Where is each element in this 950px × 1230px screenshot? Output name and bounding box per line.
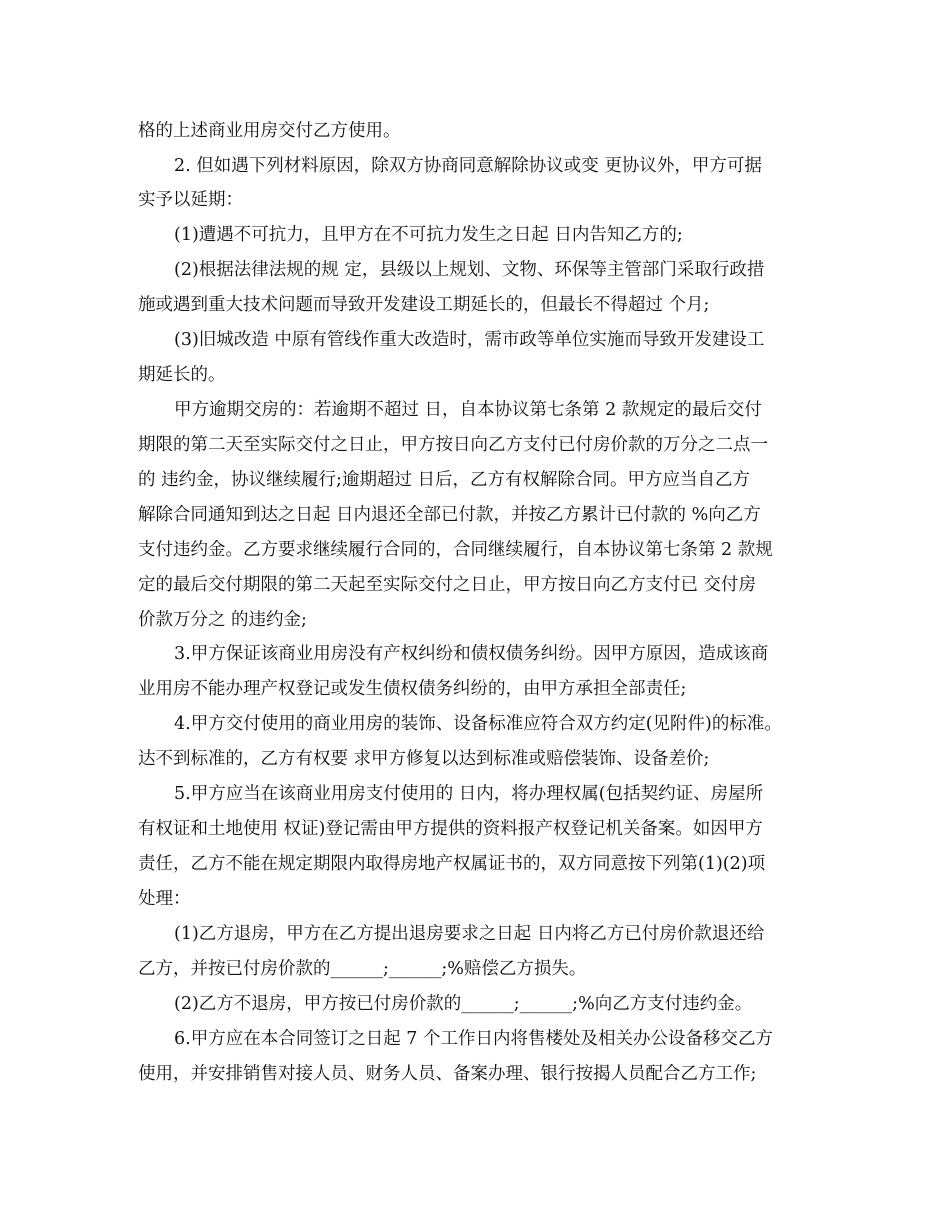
text-line: 6.甲方应在本合同签订之日起 7 个工作日内将售楼处及相关办公设备移交乙方 xyxy=(174,1029,773,1049)
text-line: 的 违约金，协议继续履行;逾期超过 日后，乙方有权解除合同。甲方应当自乙方 xyxy=(138,470,751,490)
text-line: (1)乙方退房，甲方在乙方提出退房要求之日起 日内将乙方已付房价款退还给 xyxy=(174,924,765,944)
text-line: 3.甲方保证该商业用房没有产权纠纷和债权债务纠纷。因甲方原因，造成该商 xyxy=(174,644,769,664)
text-line: (2)根据法律法规的规 定，县级以上规划、文物、环保等主管部门采取行政措 xyxy=(174,260,765,280)
text-line: (1)遭遇不可抗力，且甲方在不可抗力发生之日起 日内告知乙方的; xyxy=(174,225,683,245)
text-line: 使用，并安排销售对接人员、财务人员、备案办理、银行按揭人员配合乙方工作; xyxy=(138,1064,757,1084)
text-line: 有权证和土地使用 权证)登记需由甲方提供的资料报产权登记机关备案。如因甲方 xyxy=(138,819,763,839)
text-line: 达不到标准的，乙方有权要 求甲方修复以达到标准或赔偿装饰、设备差价; xyxy=(138,749,710,769)
text-line: 处理： xyxy=(138,889,191,909)
text-line: 责任，乙方不能在规定期限内取得房地产权属证书的，双方同意按下列第(1)(2)项 xyxy=(138,854,766,874)
text-line: 2. 但如遇下列材料原因，除双方协商同意解除协议或变 更协议外，甲方可据 xyxy=(174,156,762,176)
text-line: 5.甲方应当在该商业用房支付使用的 日内，将办理权属(包括契约证、房屋所 xyxy=(174,784,764,804)
text-line: 期限的第二天至实际交付之日止，甲方按日向乙方支付已付房价款的万分之二点一 xyxy=(138,435,768,455)
text-line: (3)旧城改造 中原有管线作重大改造时，需市政等单位实施而导致开发建设工 xyxy=(174,330,765,350)
text-line: 定的最后交付期限的第二天起至实际交付之日止，甲方按日向乙方支付已 交付房 xyxy=(138,575,757,595)
text-line: 业用房不能办理产权登记或发生债权债务纠纷的，由甲方承担全部责任; xyxy=(138,679,687,699)
text-line: 格的上述商业用房交付乙方使用。 xyxy=(138,121,401,141)
text-line: (2)乙方不退房，甲方按已付房价款的______;______;%向乙方支付违约金。 xyxy=(174,994,753,1014)
text-line: 实予以延期： xyxy=(138,190,243,210)
text-line: 支付违约金。乙方要求继续履行合同的，合同继续履行，自本协议第七条第 2 款规 xyxy=(138,540,773,560)
text-line: 4.甲方交付使用的商业用房的装饰、设备标准应符合双方约定(见附件)的标准。 xyxy=(174,714,782,734)
text-line: 甲方逾期交房的：若逾期不超过 日，自本协议第七条第 2 款规定的最后交付 xyxy=(174,400,762,420)
text-line: 价款万分之 的违约金; xyxy=(138,610,307,630)
text-line: 乙方，并按已付房价款的______;______;%赔偿乙方损失。 xyxy=(138,959,587,979)
text-line: 期延长的。 xyxy=(138,365,226,385)
text-line: 施或遇到重大技术问题而导致开发建设工期延长的，但最长不得超过 个月; xyxy=(138,295,710,315)
text-line: 解除合同通知到达之日起 日内退还全部已付款，并按乙方累计已付款的 %向乙方 xyxy=(138,505,761,525)
